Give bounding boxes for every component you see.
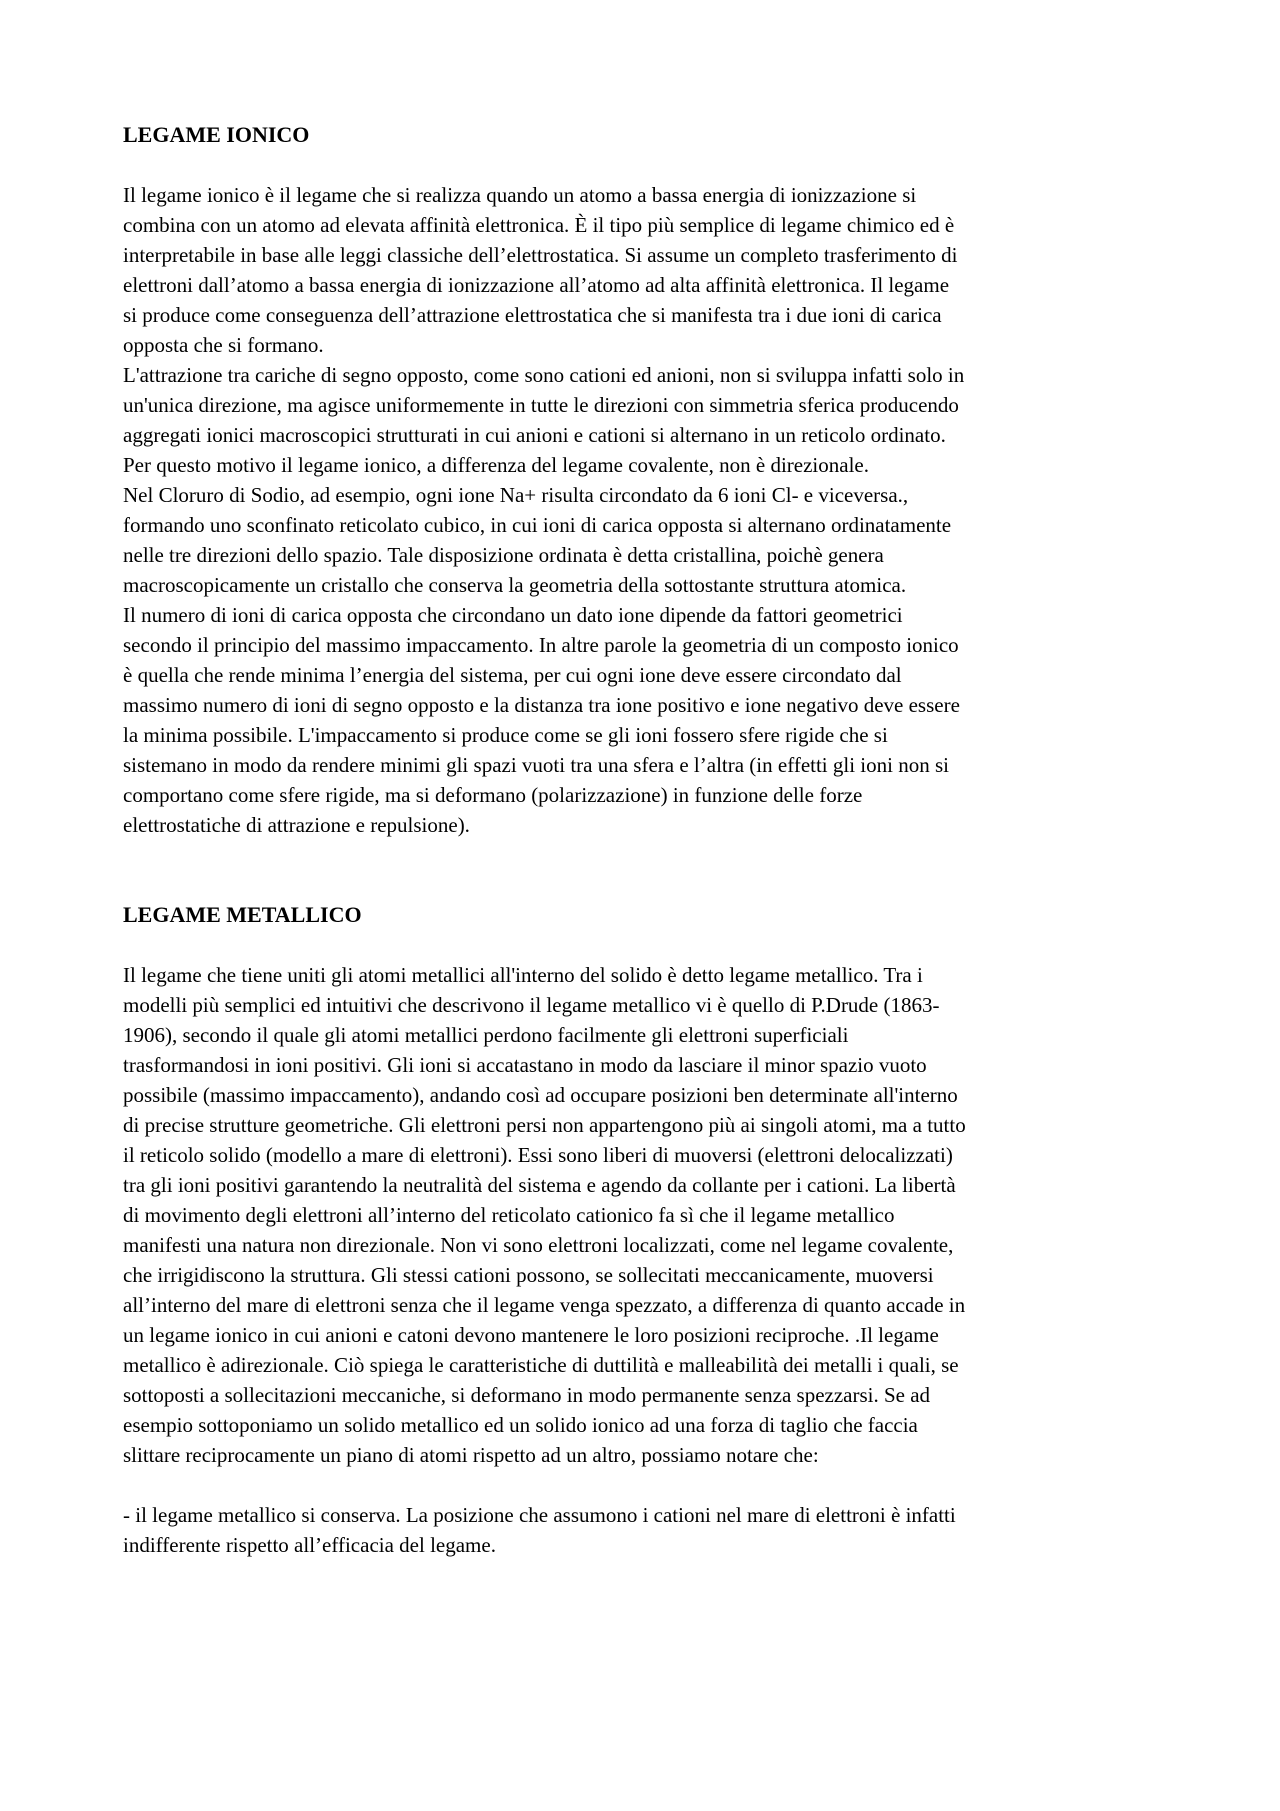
text-line: Il numero di ioni di carica opposta che circondano un dato ione dipende da fattori geometrici (123, 603, 903, 627)
text-line: opposta che si formano. (123, 333, 324, 357)
section-metallic-bond (123, 900, 1173, 1560)
document-page (123, 120, 1173, 1560)
text-line: L'attrazione tra cariche di segno opposto, come sono cationi ed anioni, non si sviluppa infatti solo in (123, 363, 965, 387)
metallic-list-item (123, 1500, 1173, 1560)
paragraph-spacer (123, 1470, 1173, 1500)
text-line: un legame ionico in cui anioni e catoni devono mantenere le loro posizioni reciproche. .Il legame (123, 1323, 939, 1347)
text-line: macroscopicamente un cristallo che conserva la geometria della sottostante struttura atomica. (123, 573, 907, 597)
text-line: modelli più semplici ed intuitivi che descrivono il legame metallico vi è quello di P.Drude (1863- (123, 993, 940, 1017)
section-title-ionic: LEGAME IONICO (123, 122, 310, 147)
metallic-paragraph (123, 960, 1173, 1470)
text-line: aggregati ionici macroscopici strutturati in cui anioni e cationi si alternano in un reticolo ordinato. (123, 423, 946, 447)
text-line: secondo il principio del massimo impaccamento. In altre parole la geometria di un composto ionico (123, 633, 959, 657)
text-line: la minima possibile. L'impaccamento si produce come se gli ioni fossero sfere rigide che si (123, 723, 888, 747)
text-line: di movimento degli elettroni all’interno del reticolato cationico fa sì che il legame metallico (123, 1203, 895, 1227)
ionic-paragraph (123, 180, 1173, 840)
text-line: Il legame ionico è il legame che si realizza quando un atomo a bassa energia di ionizzazione si (123, 183, 917, 207)
text-line: comportano come sfere rigide, ma si deformano (polarizzazione) in funzione delle forze (123, 783, 863, 807)
text-line: tra gli ioni positivi garantendo la neutralità del sistema e agendo da collante per i cationi. La libertà (123, 1173, 956, 1197)
text-line: è quella che rende minima l’energia del sistema, per cui ogni ione deve essere circondato dal (123, 663, 902, 687)
text-line: combina con un atomo ad elevata affinità elettronica. È il tipo più semplice di legame chimico ed è (123, 213, 955, 237)
text-line: sottoposti a sollecitazioni meccaniche, si deformano in modo permanente senza spezzarsi. Se ad (123, 1383, 931, 1407)
text-line: metallico è adirezionale. Ciò spiega le caratteristiche di duttilità e malleabilità dei metalli i quali, se (123, 1353, 959, 1377)
text-line: formando uno sconfinato reticolato cubico, in cui ioni di carica opposta si alternano ordinatamente (123, 513, 952, 537)
section-ionic-bond (123, 120, 1173, 840)
text-line: un'unica direzione, ma agisce uniformemente in tutte le direzioni con simmetria sferica producendo (123, 393, 959, 417)
text-line: all’interno del mare di elettroni senza che il legame venga spezzato, a differenza di quanto accade in (123, 1293, 966, 1317)
text-line: 1906), secondo il quale gli atomi metallici perdono facilmente gli elettroni superficiali (123, 1023, 849, 1047)
text-line: che irrigidiscono la struttura. Gli stessi cationi possono, se sollecitati meccanicamente, muoversi (123, 1263, 934, 1287)
text-line: sistemano in modo da rendere minimi gli spazi vuoti tra una sfera e l’altra (in effetti gli ioni non si (123, 753, 949, 777)
section-title-metallic: LEGAME METALLICO (123, 902, 362, 927)
text-line: nelle tre direzioni dello spazio. Tale disposizione ordinata è detta cristallina, poichè genera (123, 543, 884, 567)
text-line: possibile (massimo impaccamento), andando così ad occupare posizioni ben determinate all'interno (123, 1083, 958, 1107)
text-line: il reticolo solido (modello a mare di elettroni). Essi sono liberi di muoversi (elettroni delocalizzati) (123, 1143, 953, 1167)
text-line: manifesti una natura non direzionale. Non vi sono elettroni localizzati, come nel legame covalente, (123, 1233, 954, 1257)
text-line: interpretabile in base alle leggi classiche dell’elettrostatica. Si assume un completo trasferimento di (123, 243, 958, 267)
text-line: si produce come conseguenza dell’attrazione elettrostatica che si manifesta tra i due ioni di carica (123, 303, 942, 327)
text-line: Il legame che tiene uniti gli atomi metallici all'interno del solido è detto legame metallico. Tra i (123, 963, 923, 987)
text-line: Per questo motivo il legame ionico, a differenza del legame covalente, non è direzionale. (123, 453, 869, 477)
text-line: slittare reciprocamente un piano di atomi rispetto ad un altro, possiamo notare che: (123, 1443, 819, 1467)
text-line: indifferente rispetto all’efficacia del legame. (123, 1533, 496, 1557)
text-line: massimo numero di ioni di segno opposto e la distanza tra ione positivo e ione negativo deve essere (123, 693, 960, 717)
text-line: elettroni dall’atomo a bassa energia di ionizzazione all’atomo ad alta affinità elettronica. Il legame (123, 273, 950, 297)
text-line: trasformandosi in ioni positivi. Gli ioni si accatastano in modo da lasciare il minor spazio vuoto (123, 1053, 927, 1077)
text-line: di precise strutture geometriche. Gli elettroni persi non appartengono più ai singoli atomi, ma a tutto (123, 1113, 966, 1137)
text-line: elettrostatiche di attrazione e repulsione). (123, 813, 470, 837)
text-line: Nel Cloruro di Sodio, ad esempio, ogni ione Na+ risulta circondato da 6 ioni Cl- e viceversa., (123, 483, 909, 507)
text-line: - il legame metallico si conserva. La posizione che assumono i cationi nel mare di elettroni è infatti (123, 1503, 956, 1527)
text-line: esempio sottoponiamo un solido metallico ed un solido ionico ad una forza di taglio che faccia (123, 1413, 918, 1437)
